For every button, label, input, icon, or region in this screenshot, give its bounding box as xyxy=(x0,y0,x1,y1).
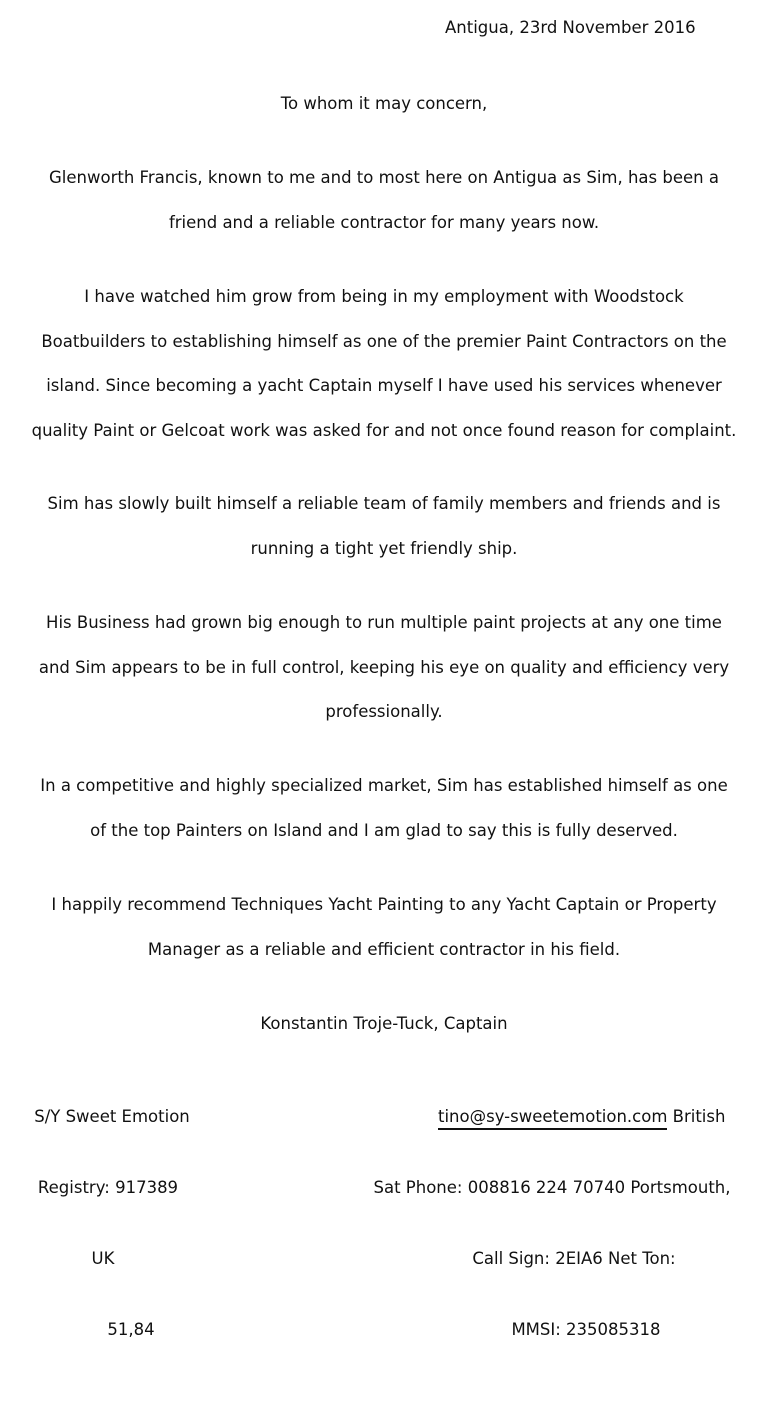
paragraph-line: Glenworth Francis, known to me and to most here on Antigua as Sim, has been a xyxy=(49,168,719,187)
signature-text: Konstantin Troje-Tuck, Captain xyxy=(260,1014,508,1033)
salutation-text: To whom it may concern, xyxy=(280,94,488,113)
email-link[interactable]: tino@sy-sweetemotion.com xyxy=(438,1107,667,1130)
paragraph-line: In a competitive and highly specialized market, Sim has established himself as one xyxy=(40,776,728,795)
signature xyxy=(0,1002,768,1047)
paragraph-line: running a tight yet friendly ship. xyxy=(250,538,518,558)
paragraph-6 xyxy=(0,883,768,972)
country: UK xyxy=(91,1249,115,1268)
paragraph-5 xyxy=(0,764,768,853)
paragraph-line: professionally. xyxy=(325,702,443,721)
sat-phone: Sat Phone: 008816 224 70740 Portsmouth, xyxy=(373,1178,731,1197)
call-sign: Call Sign: 2EIA6 Net Ton: xyxy=(472,1249,676,1268)
paragraph-line: His Business had grown big enough to run multiple paint projects at any one time xyxy=(46,613,722,632)
email-row xyxy=(438,1107,725,1126)
paragraph-line: Sim has slowly built himself a reliable team of family members and friends and is xyxy=(47,494,721,513)
registry: Registry: 917389 xyxy=(37,1178,179,1197)
tonnage: 51,84 xyxy=(107,1320,155,1339)
mmsi: MMSI: 235085318 xyxy=(511,1320,661,1339)
paragraph-line: of the top Painters on Island and I am glad to say this is fully deserved. xyxy=(90,820,678,840)
paragraph-line: island. Since becoming a yacht Captain myself I have used his services whenever xyxy=(46,376,722,395)
paragraph-line: Manager as a reliable and efficient contractor in his field. xyxy=(147,939,621,959)
email-suffix: British xyxy=(667,1107,726,1126)
paragraph-2 xyxy=(0,275,768,453)
paragraph-line: friend and a reliable contractor for many years now. xyxy=(168,212,600,232)
paragraph-line: I happily recommend Techniques Yacht Painting to any Yacht Captain or Property xyxy=(51,895,717,914)
vessel-name: S/Y Sweet Emotion xyxy=(34,1107,190,1126)
paragraph-line: I have watched him grow from being in my employment with Woodstock xyxy=(84,287,684,306)
paragraph-1 xyxy=(0,156,768,245)
paragraph-4 xyxy=(0,601,768,735)
paragraph-line: and Sim appears to be in full control, keeping his eye on quality and efficiency very xyxy=(38,657,730,677)
paragraph-line: quality Paint or Gelcoat work was asked for and not once found reason for complaint. xyxy=(31,420,737,440)
letter-date: Antigua, 23rd November 2016 xyxy=(445,18,696,37)
paragraph-3 xyxy=(0,482,768,571)
paragraph-line: Boatbuilders to establishing himself as one of the premier Paint Contractors on the xyxy=(41,331,727,351)
salutation xyxy=(0,82,768,127)
